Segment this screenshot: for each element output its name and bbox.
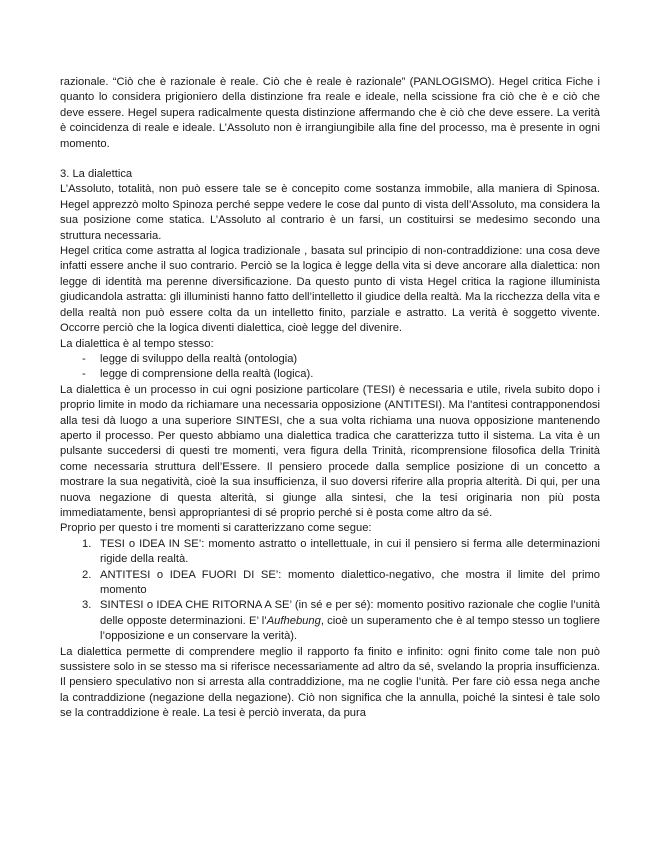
dash-bullet: - bbox=[82, 352, 86, 365]
paragraph-tre-momenti: Proprio per questo i tre momenti si caratterizzano come segue: bbox=[60, 522, 372, 535]
list-number: 1. bbox=[82, 537, 92, 550]
list-item: - legge di sviluppo della realtà (ontologia) bbox=[60, 352, 600, 367]
paragraph-dialettica-intro: La dialettica è al tempo stesso: bbox=[60, 337, 214, 350]
dash-list bbox=[60, 352, 600, 383]
paragraph-finito-infinito: La dialettica permette di comprendere meglio il rapporto fa finito e infinito: ogni finito come tale non può sussistere solo in se stesso ma si riferisce necessariamente ad altro da sé, svelando la propria insufficienza. Il pensiero speculativo non si arresta alla contraddizione, ma ne coglie l’unità. Per fare ciò essa nega anche la contraddizione (negazione della negazione). Ciò non significa che la annulla, poiché la sintesi è tale solo se la contraddizione è reale. La tesi è perciò inverata, da pura bbox=[60, 645, 600, 720]
spacer bbox=[60, 152, 600, 167]
paragraph-logica: Hegel critica come astratta al logica tradizionale , basata sul principio di non-contraddizione: una cosa deve infatti essere anche il suo contrario. Perciò se la logica è legge della vita si deve ancorare alla dialettica: non legge di identità ma perenne diversificazione. Da questo punto di vista Hegel critica la ragione illuminista giudicandola astratta: gli illuministi hanno fatto dell’intelletto il giudice della realtà. Ma la ricchezza della vita e della realtà non può essere colta da un intelletto finito, parziale e astratto. La verità è soggetto vivente. Occorre perciò che la logica diventi dialettica, cioè legge del divenire. bbox=[60, 245, 600, 335]
numbered-list bbox=[60, 537, 600, 645]
list-item: - legge di comprensione della realtà (logica). bbox=[60, 367, 600, 382]
dash-bullet: - bbox=[82, 368, 86, 381]
section-heading: 3. La dialettica bbox=[60, 168, 133, 181]
list-number: 3. bbox=[82, 599, 92, 612]
list-item: 1. TESI o IDEA IN SE’: momento astratto o intellettuale, in cui il pensiero si ferma alle determinazioni rigide della realtà. bbox=[82, 537, 600, 566]
list-item: 3. SINTESI o IDEA CHE RITORNA A SE’ (in sé e per sé): momento positivo razionale che coglie l’unità delle opposte determinazioni. E’ l’Aufhebung, cioè un superamento che è al tempo stesso un togliere l’opposizione e un conservare la verità). bbox=[82, 599, 600, 643]
paragraph-assoluto: L’Assoluto, totalità, non può essere tale se è concepito come sostanza immobile, alla maniera di Spinosa. Hegel apprezzò molto Spinoza perché seppe vedere le cose dal punto di vista dell’Assoluto, ma considera la sua posizione come statica. L’Assoluto al contrario è un farsi, un costituirsi se medesimo secondo una struttura necessaria. bbox=[60, 183, 600, 242]
list-number: 2. bbox=[82, 568, 92, 581]
aufhebung-term: Aufhebung bbox=[266, 614, 321, 627]
list-item: 2. ANTITESI o IDEA FUORI DI SE’: momento dialettico-negativo, che mostra il limite del primo momento bbox=[82, 568, 600, 596]
intro-paragraph: razionale. “Ciò che è razionale è reale. Ciò che è reale è razionale” (PANLOGISMO). Hegel critica Fiche i quanto lo considera prigioniero della distinzione fra reale e ideale, nella scissione fra ciò che è e ciò che deve essere. Hegel supera radicalmente questa distinzione affermando che è ciò che deve essere. La verità è coincidenza di reale e ideale. L’Assoluto non è irrangiungibile alla fine del processo, ma è presente in ogni momento. bbox=[60, 76, 600, 150]
paragraph-processo: La dialettica è un processo in cui ogni posizione particolare (TESI) è necessaria e utile, rivela subito dopo i proprio limite in modo da richiamare una necessaria opposizione (ANTITESI). Ma l’antitesi contrapponendosi alla tesi dà luogo a una superiore SINTESI, che a sua volta richiama una nuova opposizione mantenendo aperto il processo. Per questo abbiamo una dialettica tradica che caratterizza tutto il sistema. La vita è un pulsante succedersi di questi tre momenti, vera figura della Trinità, ricomprensione filosofica della Trinità come necessaria struttura dell’Essere. Il pensiero procede dalla semplice posizione di un concetto a mostrare la sua negatività, cioè la sua insufficienza, il suo doversi riferire alla propria alterità. Di qui, per una nuova negazione di questa alterità, si giunge alla sintesi, che la tesi originaria non più posta immediatamente, bensì appropriantesi di sé proprio perché si è posta come altro da sé. bbox=[60, 383, 600, 519]
